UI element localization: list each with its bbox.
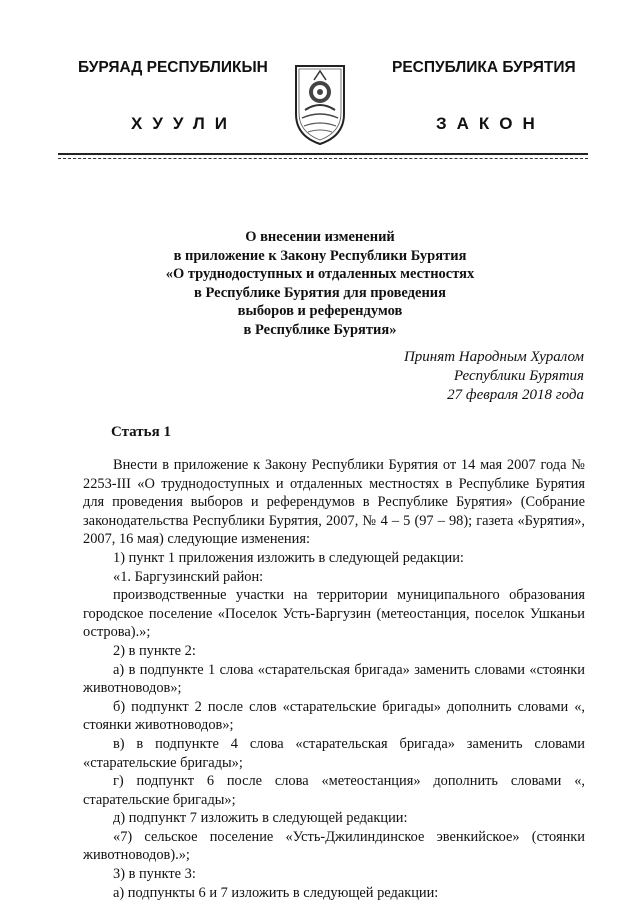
header-right-title: РЕСПУБЛИКА БУРЯТИЯ	[392, 59, 576, 76]
paragraph: 2) в пункте 2:	[113, 642, 196, 659]
adoption-note-line: Принят Народным Хуралом	[403, 349, 584, 365]
header-divider	[58, 153, 588, 155]
paragraph: «1. Баргузинский район:	[113, 568, 264, 585]
paragraph: 1) пункт 1 приложения изложить в следующей редакции:	[113, 549, 464, 566]
paragraph: 3) в пункте 3:	[113, 866, 196, 883]
adoption-date: 27 февраля 2018 года	[447, 387, 584, 403]
header-divider-secondary	[58, 158, 588, 159]
article-heading: Статья 1	[111, 424, 171, 440]
paragraph: б) подпункт 2 после слов «старательские бригады» дополнить словами «, стоянки животноводов»;	[83, 698, 585, 734]
adoption-note	[404, 348, 584, 405]
law-title-line: «О труднодоступных и отдаленных местностях	[165, 266, 475, 282]
paragraph: а) подпункты 6 и 7 изложить в следующей редакции:	[113, 884, 439, 901]
law-title	[100, 228, 540, 339]
paragraph: в) в подпункте 4 слова «старательская бригада» заменить словами «старательские бригады»;	[83, 735, 585, 771]
law-title-line: в Республике Бурятия для проведения	[194, 284, 446, 301]
header-left-title: БУРЯАД РЕСПУБЛИКЫН	[78, 59, 268, 76]
paragraph: «7) сельское поселение «Усть-Джилиндинское эвенкийское» (стоянки животноводов).»;	[83, 828, 585, 864]
law-title-line: О внесении изменений	[245, 229, 395, 245]
law-title-line: в приложение к Закону Республики Бурятия	[173, 247, 467, 264]
paragraph: д) подпункт 7 изложить в следующей редакции:	[113, 810, 408, 827]
paragraph: Внести в приложение к Закону Республики Бурятия от 14 мая 2007 года № 2253-III «О труднодоступных и отдаленных местностях в Республике Бурятия для проведения выборов и референдумов в Республике Бурятия» (Собрание законодательства Республики Бурятия, 2007, № 4 – 5 (97 – 98); газета «Бурятия», 2007, 16 мая) следующие изменения:	[83, 457, 585, 548]
coat-of-arms-icon	[290, 52, 350, 148]
paragraph: г) подпункт 6 после слова «метеостанция» дополнить словами «, старательские бригады»;	[83, 773, 585, 808]
header-left-doctype: ХУУЛИ	[131, 114, 237, 133]
adoption-note-line: Республики Бурятия	[453, 368, 584, 384]
law-title-line: в Республике Бурятия»	[243, 321, 397, 338]
header-right-doctype: ЗАКОН	[436, 114, 545, 133]
article-body	[83, 456, 585, 902]
law-title-line: выборов и референдумов	[237, 303, 403, 319]
paragraph: а) в подпункте 1 слова «старательская бригада» заменить словами «стоянки животноводов»;	[83, 661, 585, 697]
paragraph: производственные участки на территории муниципального образования городское поселение «Поселок Усть-Баргузин (метеостанция, поселок Ушканьи острова).»;	[83, 587, 585, 641]
